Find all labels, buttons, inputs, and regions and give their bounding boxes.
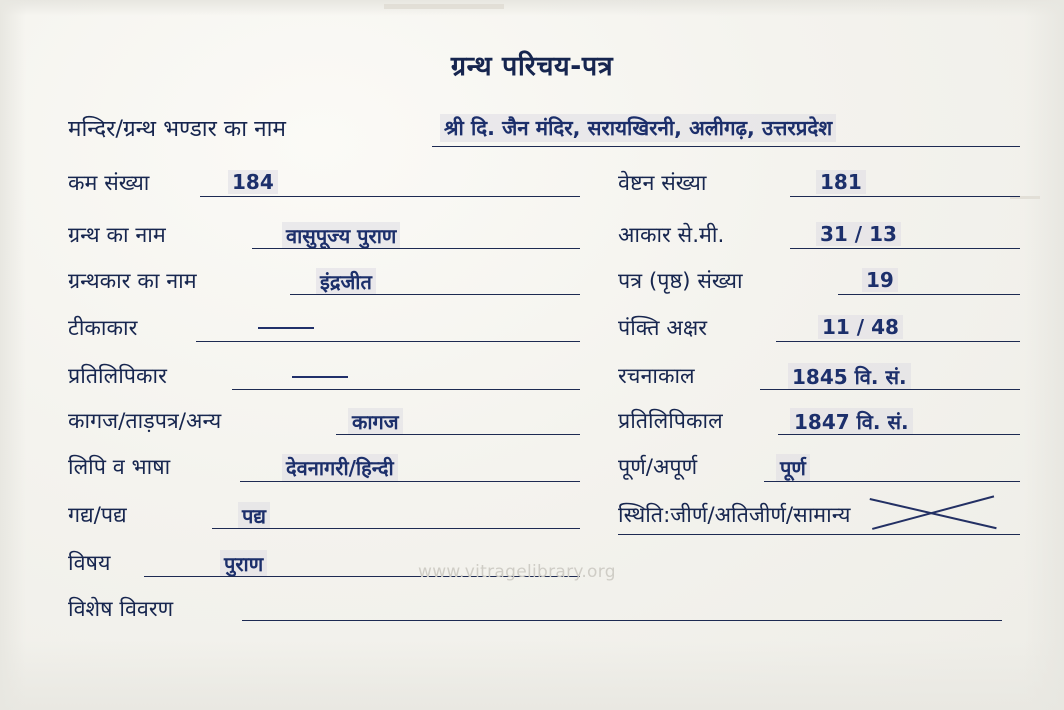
rule-left-3 <box>290 294 580 295</box>
rule-left-7 <box>240 481 580 482</box>
field-label-purna-apurna: पूर्ण/अपूर्ण <box>618 455 698 480</box>
field-label-temple-name: मन्दिर/ग्रन्थ भण्डार का नाम <box>68 116 286 142</box>
paper-edge-bottom <box>0 640 1064 710</box>
field-value-granthkar-name: इंद्रजीत <box>316 268 376 295</box>
field-label-vishesh-vivaran: विशेष विवरण <box>68 597 174 622</box>
rule-right-3 <box>838 294 1020 295</box>
rule-right-4 <box>776 341 1020 342</box>
rule-right-6 <box>778 434 1020 435</box>
field-label-patra-sankhya: पत्र (पृष्ठ) संख्या <box>618 269 743 294</box>
field-value-gadya-padya: पद्य <box>238 502 270 529</box>
field-label-vishay: विषय <box>68 551 111 576</box>
rule-right-8 <box>618 534 1020 535</box>
field-label-sthiti: स्थिति:जीर्ण/अतिजीर्ण/सामान्य <box>618 503 851 528</box>
handwritten-strike-samanya-2 <box>872 495 994 530</box>
field-value-granth-name: वासुपूज्य पुराण <box>282 222 400 249</box>
field-value-lipi-bhasha: देवनागरी/हिन्दी <box>282 454 398 481</box>
field-label-tikakar: टीकाकार <box>68 316 138 341</box>
field-label-km-sankhya: कम संख्या <box>68 171 150 196</box>
rule-left-2 <box>252 248 580 249</box>
field-label-pratilipikar: प्रतिलिपिकार <box>68 364 167 389</box>
field-value-kagaj: कागज <box>348 408 403 435</box>
rule-right-1 <box>790 196 1020 197</box>
watermark: www.vitragelibrary.org <box>418 562 616 582</box>
page-title: ग्रन्थ परिचय-पत्र <box>450 51 614 82</box>
field-value-km-sankhya: 184 <box>228 170 278 194</box>
handwritten-dash-tikakar <box>258 327 314 329</box>
field-label-pratilipikaal: प्रतिलिपिकाल <box>618 409 723 434</box>
field-value-pratilipikaal: 1847 वि. सं. <box>790 408 913 435</box>
field-label-granthkar-name: ग्रन्थकार का नाम <box>68 269 197 294</box>
field-label-lipi-bhasha: लिपि व भाषा <box>68 455 171 480</box>
rule-left-5 <box>232 389 580 390</box>
rule-header <box>432 146 1020 147</box>
handwritten-dash-pratilipikar <box>292 376 348 378</box>
rule-right-5 <box>760 389 1020 390</box>
rule-left-8 <box>212 528 580 529</box>
field-value-temple-name: श्री दि. जैन मंदिर, सरायखिरनी, अलीगढ़, उत्तरप्रदेश <box>440 114 836 142</box>
field-value-purna-apurna: पूर्ण <box>776 454 810 481</box>
rule-right-2 <box>790 248 1020 249</box>
field-label-granth-name: ग्रन्थ का नाम <box>68 223 166 248</box>
paper-edge-left <box>0 0 26 710</box>
field-label-kagaj: कागज/ताड़पत्र/अन्य <box>68 409 222 434</box>
paper-edge-top <box>0 0 1064 16</box>
paper-edge-right <box>1024 0 1064 710</box>
field-value-vishay: पुराण <box>220 550 267 577</box>
rule-left-10 <box>242 620 1002 621</box>
rule-left-6 <box>336 434 580 435</box>
field-value-rachnakaal: 1845 वि. सं. <box>788 363 911 390</box>
field-label-aakar: आकार से.मी. <box>618 223 725 248</box>
field-value-pankti-akshar: 11 / 48 <box>818 315 903 339</box>
rule-left-4 <box>196 341 580 342</box>
field-value-aakar: 31 / 13 <box>816 222 901 246</box>
paper-scratch <box>384 4 504 9</box>
field-label-pankti-akshar: पंक्ति अक्षर <box>618 316 708 341</box>
field-value-veshtan-sankhya: 181 <box>816 170 866 194</box>
field-value-patra-sankhya: 19 <box>862 268 898 292</box>
field-label-veshtan-sankhya: वेष्टन संख्या <box>618 171 707 196</box>
rule-left-1 <box>200 196 580 197</box>
field-label-gadya-padya: गद्य/पद्य <box>68 503 127 528</box>
rule-right-7 <box>764 481 1020 482</box>
field-label-rachnakaal: रचनाकाल <box>618 364 695 389</box>
